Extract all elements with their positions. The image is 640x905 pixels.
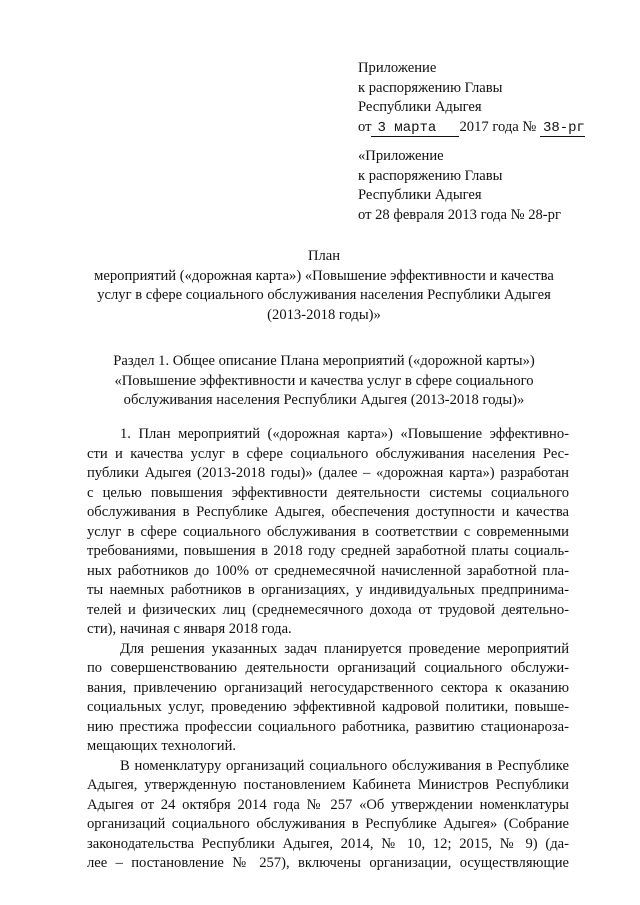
section-heading-line3: обслуживания населения Республики Адыгея (2013-2018 годы)» [123, 392, 525, 408]
body-line: мещающих технологий. [87, 738, 237, 754]
body-line: вания, привлечению организаций негосударственного сектора к оказанию [87, 679, 569, 696]
body-line: 1. План мероприятий («дорожная карта») «Повышение эффективно- [120, 426, 569, 442]
appendix-current-block [358, 59, 585, 137]
appendix-original-line4: от 28 февраля 2013 года № 28-рг [358, 206, 561, 223]
date-prefix: от [358, 118, 372, 135]
body-line: Адыгея, утвержденную постановлением Кабинета Министров Республики [87, 777, 569, 793]
appendix-original-line2: к распоряжению Главы [358, 167, 503, 184]
section-heading-line2: «Повышение эффективности и качества услуг в сфере социального [114, 372, 534, 389]
section-heading-line1: Раздел 1. Общее описание Плана мероприятий («дорожной карты») [113, 353, 535, 369]
year-text: 2017 года № [459, 118, 537, 135]
body-line: ных работников до 100% от среднемесячной начисленной заработной пла- [87, 562, 569, 579]
plan-title-line2: мероприятий («дорожная карта») «Повышение эффективности и качества [94, 267, 554, 284]
handwritten-date: 3 марта [371, 120, 459, 137]
body-line: лее – постановление № 257), включены организации, осуществляющие [87, 855, 569, 871]
appendix-original-line3: Республики Адыгея [358, 187, 482, 203]
appendix-current-line3: Республики Адыгея [358, 99, 482, 115]
body-line: социальных услуг, проведению эффективной кадровой политики, повыше- [87, 699, 569, 715]
body-line: по совершенствованию деятельности организаций социального обслужи- [87, 660, 569, 676]
body-line: с целью повышения эффективности деятельности системы социального [87, 484, 569, 501]
plan-title-line1: План [307, 248, 341, 264]
body-text [87, 425, 569, 874]
appendix-current-date-line [358, 118, 585, 138]
appendix-original-block [358, 147, 561, 225]
plan-title-line3: услуг в сфере социального обслуживания населения Республики Адыгея [97, 287, 551, 303]
appendix-original-line1: «Приложение [358, 148, 444, 164]
section-heading [80, 352, 568, 411]
handwritten-number: 38-рг [540, 120, 585, 137]
body-line: законодательства Республики Адыгея, 2014, № 10, 12; 2015, № 9) (да- [87, 835, 569, 852]
body-line: публики Адыгея (2013-2018 годы)» (далее – «дорожная карта») разработан [87, 465, 569, 481]
plan-title-line4: (2013-2018 годы)» [267, 306, 381, 323]
plan-title [80, 247, 568, 325]
appendix-current-line1: Приложение [358, 60, 437, 76]
body-line: требованиями, повышения в 2018 году средней заработной платы социаль- [87, 543, 569, 559]
body-line: сти и качества услуг в сфере социального обслуживания населения Рес- [87, 445, 569, 462]
body-line: В номенклатуру организаций социального обслуживания в Республике [120, 757, 569, 774]
body-line: обслуживания в Республике Адыгея, обеспечения доступности и качества [87, 504, 569, 520]
appendix-current-line2: к распоряжению Главы [358, 79, 503, 96]
body-line: ты наемных работников в организациях, у индивидуальных предпринима- [87, 582, 569, 598]
body-line: сти), начиная с января 2018 года. [87, 621, 292, 637]
body-line: организаций социального обслуживания в Республике Адыгея» (Собрание [87, 816, 569, 832]
body-line: Адыгея от 24 октября 2014 года № 257 «Об утверждении номенклатуры [87, 796, 569, 813]
body-line: нию престижа профессии социального работника, развитию стационарозa- [87, 718, 569, 735]
body-line: услуг в сфере социального обслуживания в соответствии с современными [87, 523, 569, 540]
body-line: Для решения указанных задач планируется проведение мероприятий [120, 640, 569, 657]
body-line: телей и физических лиц (среднемесячного дохода от трудовой деятельно- [87, 601, 569, 618]
